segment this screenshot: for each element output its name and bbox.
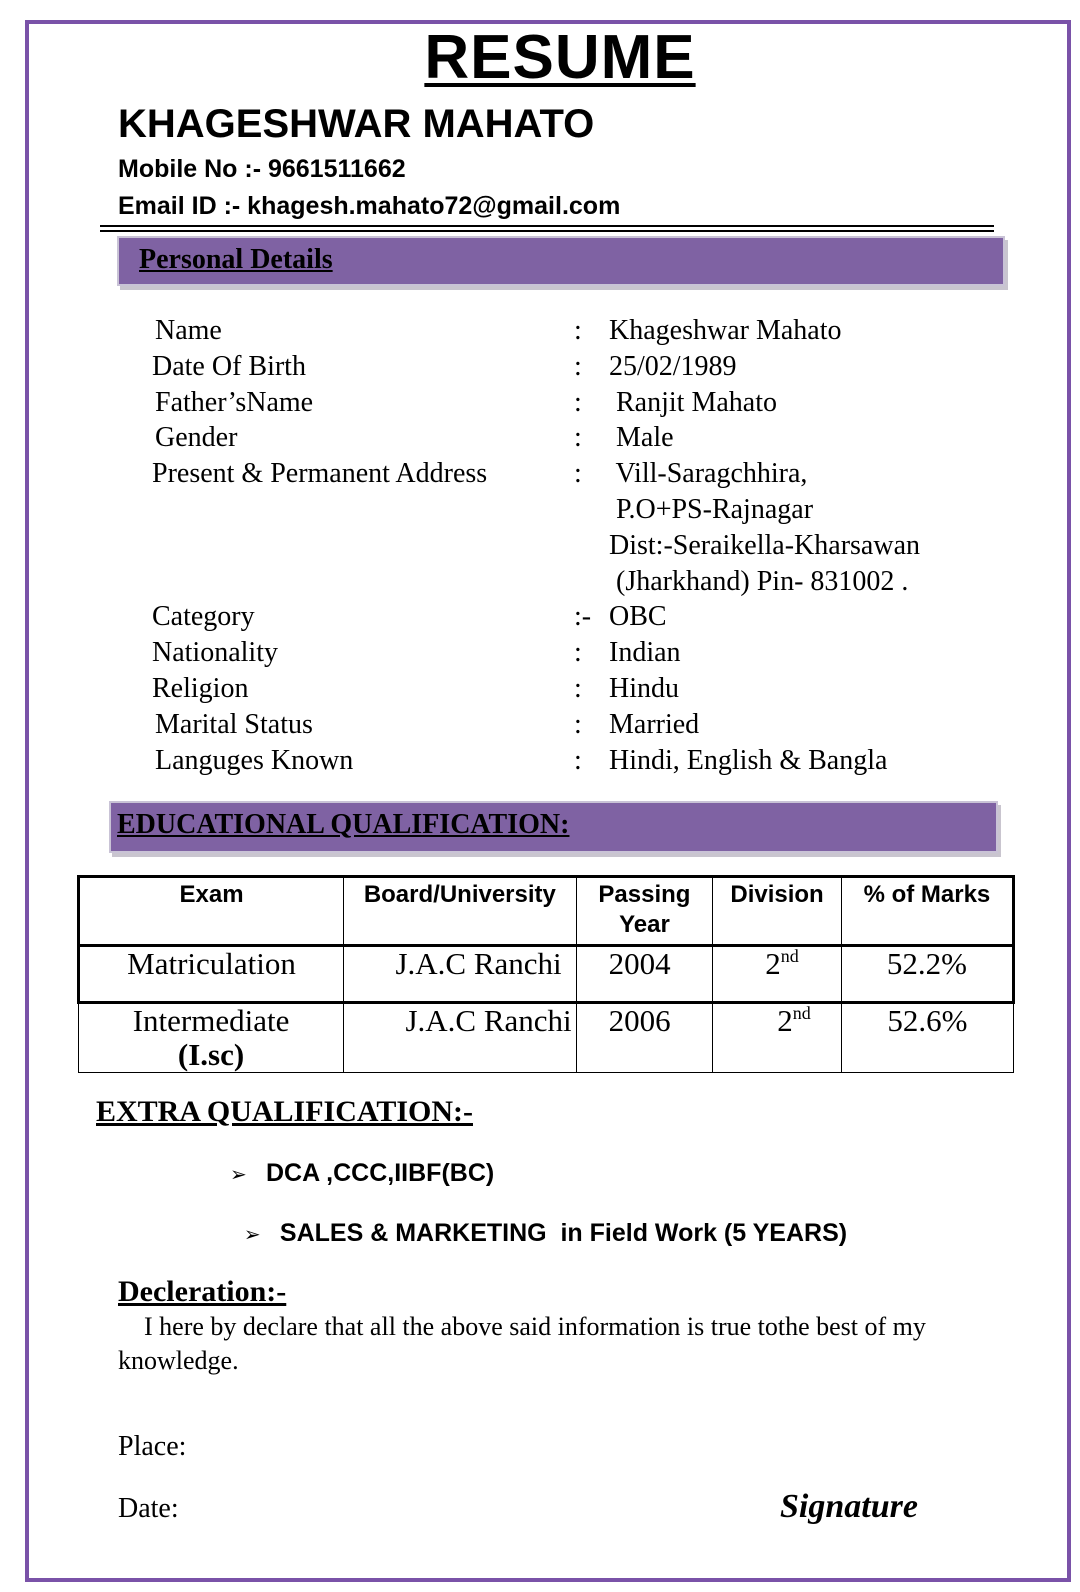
email-id: Email ID :- khagesh.mahato72@gmail.com: [118, 192, 621, 220]
pd-colon: :: [574, 422, 582, 453]
column-header: % of Marks: [841, 877, 1013, 946]
exam-name: Intermediate: [132, 1003, 290, 1038]
pd-value-dob: 25/02/1989: [609, 351, 737, 382]
arrow-bullet-icon: ➢: [230, 1164, 247, 1186]
page-title: RESUME: [424, 23, 696, 92]
pd-value-address-line2: P.O+PS-Rajnagar: [609, 494, 814, 525]
division-value: 2: [777, 1003, 793, 1038]
education-heading: EDUCATIONAL QUALIFICATION:: [117, 809, 570, 840]
table-row: [79, 1003, 1014, 1073]
pd-label-marital-status: Marital Status: [155, 709, 313, 740]
pd-colon: :: [574, 387, 582, 418]
pd-colon: :: [574, 745, 582, 776]
board-cell: J.A.C Ranchi: [344, 1003, 577, 1073]
extra-qualification-heading: EXTRA QUALIFICATION:-: [96, 1095, 473, 1128]
declaration-text: I here by declare that all the above said information is true tothe best of my knowledge.: [118, 1312, 926, 1375]
marks-cell: 52.2%: [841, 946, 1013, 1003]
header-divider-bottom: [100, 230, 994, 232]
mobile-number: Mobile No :- 9661511662: [118, 155, 406, 183]
pd-label-religion: Religion: [152, 673, 249, 704]
pd-value-name: Khageshwar Mahato: [609, 315, 842, 346]
pd-label-address: Present & Permanent Address: [152, 458, 488, 489]
column-header: Division: [713, 877, 842, 946]
list-item: [230, 1158, 494, 1190]
pd-colon: :: [574, 315, 582, 346]
division-suffix: nd: [780, 946, 799, 966]
pd-colon: :: [574, 458, 582, 489]
year-cell: 2004: [576, 946, 713, 1003]
pd-value-religion: Hindu: [609, 673, 679, 704]
pd-colon: :: [574, 673, 582, 704]
pd-value-category: OBC: [609, 601, 667, 632]
column-header: Exam: [79, 877, 344, 946]
pd-value-nationality: Indian: [609, 637, 681, 668]
pd-value-languages: Hindi, English & Bangla: [609, 745, 888, 776]
pd-colon: :-: [574, 601, 592, 632]
date-label: Date:: [118, 1493, 179, 1524]
header-divider-top: [100, 225, 994, 227]
education-banner: [109, 801, 998, 853]
declaration-heading: Decleration:-: [118, 1275, 287, 1308]
exam-cell: [79, 1003, 344, 1073]
table-row: [79, 946, 1014, 1003]
pd-colon: :: [574, 637, 582, 668]
pd-value-address-line4: (Jharkhand) Pin- 831002 .: [609, 566, 909, 597]
pd-label-languages: Languges Known: [155, 745, 354, 776]
education-table: [77, 875, 1015, 1073]
pd-value-father: Ranjit Mahato: [609, 387, 777, 418]
pd-label-category: Category: [152, 601, 255, 632]
signature-label: Signature: [780, 1488, 918, 1525]
list-item: [230, 1188, 847, 1250]
pd-value-address-line1: Vill-Saragchhira,: [609, 458, 808, 489]
pd-label-dob: Date Of Birth: [152, 351, 306, 382]
list-item-text: DCA ,CCC,IIBF(BC): [266, 1159, 495, 1187]
division-cell: [713, 1003, 842, 1073]
exam-cell: [79, 946, 344, 1003]
pd-value-address-line3: Dist:-Seraikella-Kharsawan: [609, 530, 920, 561]
column-header: Board/University: [344, 877, 577, 946]
column-header: Passing Year: [576, 877, 713, 946]
list-item-text: SALES & MARKETING in Field Work (5 YEARS): [279, 1219, 848, 1247]
pd-colon: :: [574, 351, 582, 382]
pd-label-name: Name: [155, 315, 222, 346]
exam-name: Matriculation: [127, 946, 296, 981]
pd-colon: :: [574, 709, 582, 740]
board-cell: J.A.C Ranchi: [344, 946, 577, 1003]
personal-details-banner: [117, 236, 1005, 286]
personal-details-heading: Personal Details: [139, 244, 333, 275]
table-header-row: [79, 877, 1014, 946]
marks-cell: 52.6%: [841, 1003, 1013, 1073]
division-suffix: nd: [792, 1003, 811, 1023]
arrow-bullet-icon: ➢: [243, 1224, 261, 1246]
pd-label-nationality: Nationality: [152, 637, 278, 668]
division-value: 2: [765, 946, 781, 981]
place-label: Place:: [118, 1431, 187, 1462]
candidate-name: KHAGESHWAR MAHATO: [118, 102, 595, 146]
exam-stream: (I.sc): [177, 1037, 245, 1072]
pd-label-father: Father’sName: [155, 387, 314, 418]
pd-value-marital-status: Married: [609, 709, 700, 740]
division-cell: [713, 946, 842, 1003]
year-cell: 2006: [576, 1003, 713, 1073]
pd-label-gender: Gender: [155, 422, 238, 453]
pd-value-gender: Male: [609, 422, 674, 453]
